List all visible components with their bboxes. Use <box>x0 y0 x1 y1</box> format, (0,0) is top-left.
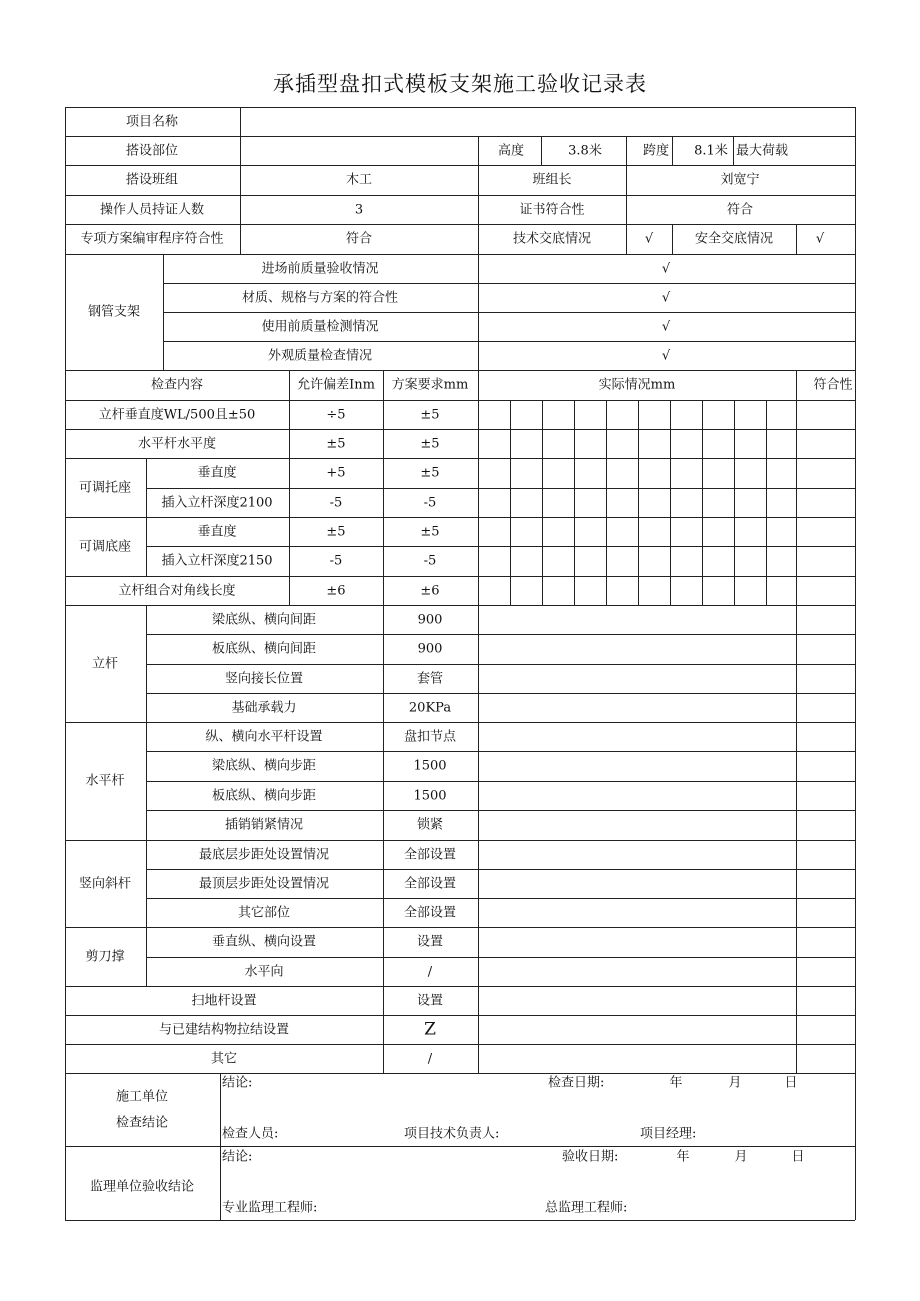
tech-label: 技术交底情况 <box>512 231 592 247</box>
grid-line-v <box>510 400 511 605</box>
grid-line-h <box>65 1073 855 1074</box>
actual-header: 实际情况mm <box>598 377 676 393</box>
grid-line-h <box>65 429 855 430</box>
group-item-label: 梁底纵、横向间距 <box>211 612 317 627</box>
grid-line-v <box>146 605 147 986</box>
tolerance-value: +5 <box>326 465 346 481</box>
grid-line-v <box>855 107 856 1220</box>
grid-line-v <box>574 400 575 605</box>
grid-line-v <box>796 370 797 1073</box>
group-item-value: 900 <box>417 612 443 627</box>
grid-line-v <box>672 136 673 165</box>
grid-line-v <box>478 136 479 254</box>
steel-pipe-item-value: √ <box>661 319 671 334</box>
grid-line-h <box>65 458 855 459</box>
group-item-label: 板底纵、横向间距 <box>211 641 317 657</box>
requirement-value: ±5 <box>420 524 440 539</box>
supervision-date-label: 验收日期: <box>562 1149 619 1165</box>
grid-line-h <box>65 136 855 137</box>
group-item-value: 锁紧 <box>416 817 444 833</box>
group-item-label: 水平向 <box>244 964 284 979</box>
span-value: 8.1米 <box>694 143 728 158</box>
check-content-header: 检查内容 <box>150 377 204 393</box>
grid-line-v <box>766 400 767 605</box>
plan-label: 专项方案编审程序符合性 <box>80 231 224 247</box>
grid-line-h <box>146 546 855 547</box>
leader-value: 刘宽宁 <box>720 172 760 188</box>
requirement-value: ±5 <box>420 436 440 451</box>
group-item-value: 套管 <box>416 671 444 686</box>
tolerance-row-label: 垂直度 <box>197 524 237 539</box>
group-item-label: 最顶层步距处设置情况 <box>198 876 330 891</box>
grid-line-h <box>65 517 855 518</box>
steel-pipe-item-value: √ <box>661 261 671 276</box>
requirement-value: -5 <box>423 495 437 510</box>
location-label: 搭设部位 <box>125 143 179 158</box>
grid-line-h <box>65 605 855 606</box>
grid-line-v <box>796 224 797 254</box>
sweep-label: 扫地杆设置 <box>191 993 257 1008</box>
group-item-label: 板底纵、横向步距 <box>211 788 317 803</box>
construction-day-label: 日 <box>784 1075 798 1091</box>
max-load-label: 最大荷载 <box>735 143 789 158</box>
group-item-value: 900 <box>417 641 443 657</box>
group-label-horizontal: 水平杆 <box>85 773 125 789</box>
tolerance-value: ±6 <box>326 583 346 598</box>
group-item-label: 其它部位 <box>237 905 291 920</box>
grid-line-v <box>65 107 66 1220</box>
grid-line-h <box>146 488 855 489</box>
group-item-label: 插销销紧情况 <box>224 817 304 833</box>
construction-conclusion-label: 结论: <box>222 1075 253 1091</box>
tolerance-row-label: 垂直度 <box>197 465 237 481</box>
grid-line-h <box>146 634 855 635</box>
group-item-label: 纵、横向水平杆设置 <box>205 729 323 744</box>
grid-line-v <box>478 370 479 1073</box>
grid-line-h <box>163 312 855 313</box>
supervision-month-label: 月 <box>734 1149 748 1165</box>
tie-label: 与已建结构物拉结设置 <box>158 1022 290 1037</box>
certified-label: 操作人员持证人数 <box>99 202 205 217</box>
grid-line-h <box>146 957 855 958</box>
plan-value: 符合 <box>345 231 373 247</box>
grid-line-h <box>146 664 855 665</box>
grid-line-h <box>65 254 855 255</box>
steel-pipe-item-value: √ <box>661 290 671 305</box>
group-item-value: 设置 <box>416 934 444 950</box>
grid-line-h <box>65 400 855 401</box>
cert-match-label: 证书符合性 <box>519 202 585 217</box>
grid-line-h <box>65 370 855 371</box>
page-title: 承插型盘扣式模板支架施工验收记录表 <box>273 72 647 96</box>
grid-line-v <box>702 400 703 605</box>
grid-line-v <box>240 107 241 254</box>
other-label: 其它 <box>210 1051 238 1066</box>
steel-pipe-item-label: 外观质量检查情况 <box>267 348 373 363</box>
grid-line-h <box>146 781 855 782</box>
supervising-engineer-label: 专业监理工程师: <box>222 1200 318 1216</box>
grid-line-h <box>65 165 855 166</box>
requirement-value: ±5 <box>420 465 440 481</box>
group-item-label: 梁底纵、横向步距 <box>211 758 317 774</box>
group-item-value: 全部设置 <box>403 847 457 862</box>
grid-line-h <box>65 1146 855 1147</box>
grid-line-v <box>146 458 147 517</box>
supervision-conclusion-label: 结论: <box>222 1149 253 1165</box>
group-item-label: 基础承载力 <box>231 700 297 715</box>
tie-value: Z <box>424 1019 436 1039</box>
adjustable-top-label: 可调托座 <box>78 480 132 495</box>
grid-line-v <box>670 400 671 605</box>
steel-pipe-item-label: 使用前质量检测情况 <box>261 319 379 334</box>
team-value: 木工 <box>345 172 373 188</box>
height-value: 3.8米 <box>568 143 602 158</box>
steel-pipe-item-label: 进场前质量验收情况 <box>261 261 379 276</box>
group-item-value: 1500 <box>413 788 447 803</box>
group-item-label: 最底层步距处设置情况 <box>198 847 330 862</box>
grid-line-v <box>542 400 543 605</box>
project-manager-label: 项目经理: <box>640 1126 697 1142</box>
grid-line-v <box>638 400 639 605</box>
project-name-label: 项目名称 <box>125 114 179 129</box>
group-label-vertical_brace: 竖向斜杆 <box>78 876 132 891</box>
grid-line-v <box>383 370 384 1073</box>
grid-line-h <box>146 869 855 870</box>
grid-line-h <box>65 840 855 841</box>
grid-line-h <box>65 195 855 196</box>
requirement-value: ±6 <box>420 583 440 598</box>
grid-line-h <box>65 107 855 108</box>
safety-value: √ <box>815 231 825 247</box>
steel-pipe-item-value: √ <box>661 348 671 363</box>
grid-line-h <box>65 576 855 577</box>
tech-value: √ <box>644 231 654 247</box>
grid-line-h <box>146 810 855 811</box>
grid-line-v <box>541 136 542 165</box>
grid-line-h <box>65 1220 855 1221</box>
grid-line-v <box>606 400 607 605</box>
group-item-value: 全部设置 <box>403 905 457 920</box>
grid-line-h <box>65 927 855 928</box>
grid-line-v <box>478 254 479 370</box>
tech-lead-label: 项目技术负责人: <box>404 1126 500 1142</box>
chief-engineer-label: 总监理工程师: <box>545 1200 628 1216</box>
supervision-label: 监理单位验收结论 <box>89 1179 195 1195</box>
tolerance-row-label: 立杆组合对角线长度 <box>118 583 236 598</box>
tolerance-header: 允许偏差Inm <box>297 377 375 393</box>
tolerance-value: ±5 <box>326 524 346 539</box>
construction-year-label: 年 <box>669 1075 683 1091</box>
construction-unit-label: 施工单位 <box>115 1089 169 1105</box>
height-label: 高度 <box>497 143 525 158</box>
supervision-day-label: 日 <box>791 1149 805 1165</box>
tolerance-value: ±5 <box>326 436 346 451</box>
grid-line-h <box>65 224 855 225</box>
safety-label: 安全交底情况 <box>694 231 774 247</box>
group-item-label: 竖向接长位置 <box>224 671 304 686</box>
grid-line-h <box>146 751 855 752</box>
grid-line-h <box>65 986 855 987</box>
grid-line-h <box>146 693 855 694</box>
grid-line-h <box>65 1015 855 1016</box>
tolerance-value: -5 <box>329 553 343 569</box>
construction-date-label: 检查日期: <box>548 1075 605 1091</box>
steel-pipe-item-label: 材质、规格与方案的符合性 <box>241 290 399 305</box>
grid-line-h <box>65 722 855 723</box>
grid-line-v <box>146 517 147 576</box>
leader-label: 班组长 <box>532 172 572 188</box>
sweep-value: 设置 <box>416 993 444 1008</box>
grid-line-h <box>163 283 855 284</box>
tolerance-row-label: 插入立杆深度2100 <box>161 495 273 510</box>
group-item-value: / <box>427 964 433 979</box>
group-item-value: 盘扣节点 <box>403 729 457 744</box>
grid-line-h <box>65 1044 855 1045</box>
grid-line-v <box>734 400 735 605</box>
team-label: 搭设班组 <box>125 172 179 188</box>
construction-check-label: 检查结论 <box>115 1115 169 1131</box>
grid-line-h <box>163 341 855 342</box>
group-item-label: 垂直纵、横向设置 <box>211 934 317 950</box>
group-item-value: 全部设置 <box>403 876 457 891</box>
other-value: / <box>427 1051 433 1066</box>
grid-line-v <box>626 136 627 254</box>
conformity-header: 符合性 <box>813 377 853 393</box>
tolerance-row-label: 水平杆水平度 <box>137 436 217 451</box>
certified-value: 3 <box>354 202 364 217</box>
tolerance-value: ÷5 <box>326 407 346 422</box>
supervision-year-label: 年 <box>676 1149 690 1165</box>
adjustable-base-label: 可调底座 <box>78 539 132 554</box>
steel-pipe-label: 钢管支架 <box>87 304 141 320</box>
tolerance-row-label: 立杆垂直度WL/500且±50 <box>98 407 256 422</box>
grid-line-v <box>733 136 734 165</box>
grid-line-v <box>163 254 164 370</box>
span-label: 跨度 <box>642 143 670 158</box>
grid-line-v <box>289 370 290 605</box>
group-item-value: 1500 <box>413 758 447 774</box>
group-label-upright: 立杆 <box>91 656 119 671</box>
grid-line-h <box>146 898 855 899</box>
requirement-value: -5 <box>423 553 437 569</box>
requirement-header: 方案要求mm <box>391 377 469 393</box>
group-item-value: 20KPa <box>408 700 452 715</box>
construction-month-label: 月 <box>728 1075 742 1091</box>
cert-match-value: 符合 <box>726 202 754 217</box>
requirement-value: ±5 <box>420 407 440 422</box>
grid-line-v <box>672 224 673 254</box>
tolerance-row-label: 插入立杆深度2150 <box>161 553 273 569</box>
grid-line-v <box>220 1073 221 1220</box>
inspector-label: 检查人员: <box>222 1126 279 1142</box>
tolerance-value: -5 <box>329 495 343 510</box>
group-label-scissor: 剪刀撑 <box>85 949 125 964</box>
